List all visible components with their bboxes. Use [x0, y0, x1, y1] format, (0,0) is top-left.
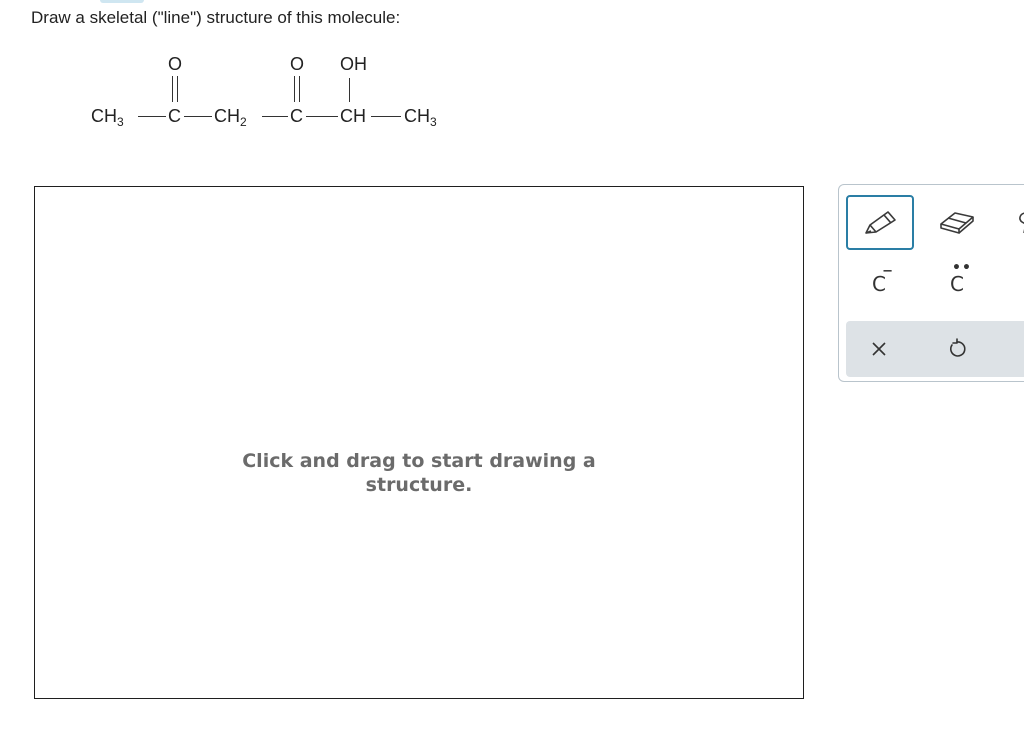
atom-c2: C [290, 106, 303, 126]
lasso-tool-button[interactable] [1007, 199, 1024, 245]
carbanion-icon: C − [872, 264, 893, 296]
bond-ch2-c2 [262, 116, 288, 117]
redo-button[interactable] [1014, 326, 1024, 372]
undo-icon [946, 338, 968, 360]
atom-oh: OH [340, 54, 367, 74]
canvas-hint-line-2: structure. [365, 474, 473, 496]
atom-ch3-right: $CH_3$ [404, 106, 437, 129]
atom-o1: O [168, 54, 183, 74]
atom-o2: O [290, 54, 305, 74]
undo-button[interactable] [929, 326, 985, 372]
bond-c2-ch [306, 116, 338, 117]
bond-ch3-c1 [138, 116, 166, 117]
action-row [846, 321, 1024, 377]
x-icon [870, 340, 888, 358]
condensed-structure [0, 0, 520, 150]
atom-ch2: $CH_2$ [214, 106, 247, 129]
drawing-canvas[interactable] [34, 186, 804, 699]
bond-ch-ch3 [371, 116, 401, 117]
lone-pair-tool-button[interactable] [929, 261, 985, 307]
canvas-hint-line-1: Click and drag to start drawing a [242, 450, 596, 472]
double-bond-o1-a [172, 76, 173, 102]
question-prompt: Draw a skeletal ("line") structure of this molecule: [31, 8, 401, 27]
drawing-toolbar [838, 184, 1024, 382]
canvas-hint [35, 449, 803, 497]
bond-c1-ch2 [184, 116, 212, 117]
eraser-tool-button[interactable] [929, 199, 985, 245]
clear-button[interactable] [851, 326, 907, 372]
atom-ch3-left: $CH_3$ [91, 106, 124, 129]
lasso-icon [1012, 209, 1024, 235]
pencil-icon [862, 209, 898, 237]
atom-ch: CH [340, 106, 366, 126]
eraser-icon [938, 209, 976, 235]
double-bond-o1-b [177, 76, 178, 102]
double-bond-o2-a [294, 76, 295, 102]
pencil-tool-button[interactable] [846, 195, 914, 250]
double-bond-o2-b [299, 76, 300, 102]
carbanion-tool-button[interactable] [851, 261, 907, 307]
atom-c1: C [168, 106, 181, 126]
lone-pair-carbon-icon: •• C [950, 260, 972, 296]
bond-ch-oh [349, 78, 350, 102]
